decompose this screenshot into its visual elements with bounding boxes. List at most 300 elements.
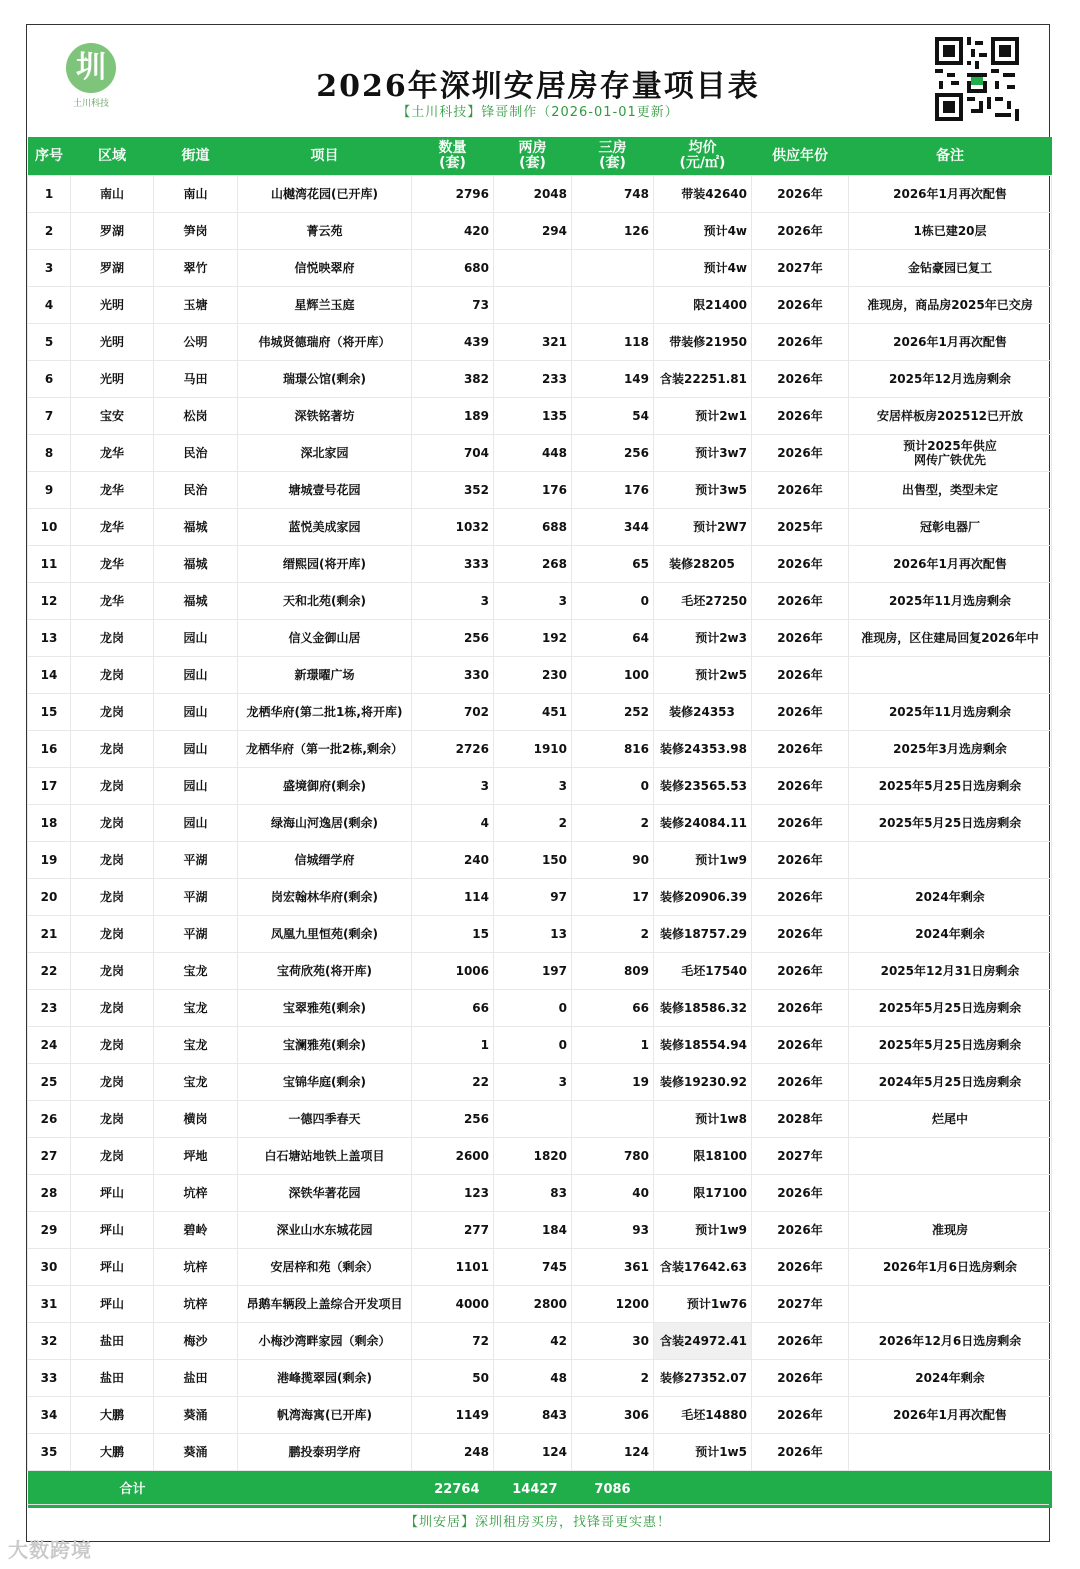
- cell-area: 龙华: [71, 583, 154, 620]
- cell-note: 预计2025年供应 网传广铁优先: [849, 435, 1052, 472]
- cell-area: 龙岗: [71, 620, 154, 657]
- cell-price: 预计4w: [654, 213, 752, 250]
- cell-note: 2026年1月再次配售: [849, 1397, 1052, 1434]
- table-row: [28, 620, 1052, 657]
- cell-price: 预计1w9: [654, 1212, 752, 1249]
- cell-three-bedroom: 93: [572, 1212, 654, 1249]
- cell-quantity: 420: [412, 213, 494, 250]
- cell-area: 盐田: [71, 1360, 154, 1397]
- cell-note: 2024年剩余: [849, 879, 1052, 916]
- cell-year: 2027年: [752, 250, 849, 287]
- cell-project: 菁云苑: [238, 213, 412, 250]
- cell-project: 盛境御府(剩余): [238, 768, 412, 805]
- cell-price: 限21400: [654, 287, 752, 324]
- cell-index: 7: [28, 398, 71, 435]
- cell-area: 罗湖: [71, 250, 154, 287]
- cell-two-bedroom: 843: [494, 1397, 572, 1434]
- totals-row: [28, 1471, 1052, 1509]
- cell-index: 19: [28, 842, 71, 879]
- cell-index: 4: [28, 287, 71, 324]
- cell-year: 2026年: [752, 546, 849, 583]
- table-row: [28, 1286, 1052, 1323]
- cell-year: 2026年: [752, 1360, 849, 1397]
- cell-area: 大鹏: [71, 1397, 154, 1434]
- cell-price: 带装修21950: [654, 324, 752, 361]
- cell-quantity: 1: [412, 1027, 494, 1064]
- cell-area: 坪山: [71, 1249, 154, 1286]
- cell-index: 14: [28, 657, 71, 694]
- cell-area: 大鹏: [71, 1434, 154, 1471]
- cell-two-bedroom: 1910: [494, 731, 572, 768]
- cell-quantity: 1101: [412, 1249, 494, 1286]
- cell-index: 27: [28, 1138, 71, 1175]
- totals-two-bedroom: 14427: [494, 1471, 572, 1509]
- cell-quantity: 680: [412, 250, 494, 287]
- cell-area: 龙岗: [71, 657, 154, 694]
- cell-three-bedroom: 1: [572, 1027, 654, 1064]
- cell-three-bedroom: 19: [572, 1064, 654, 1101]
- cell-note: 2025年12月31日房剩余: [849, 953, 1052, 990]
- cell-street: 翠竹: [154, 250, 238, 287]
- table-row: [28, 361, 1052, 398]
- cell-year: 2026年: [752, 879, 849, 916]
- cell-index: 2: [28, 213, 71, 250]
- table-row: [28, 213, 1052, 250]
- cell-note: [849, 842, 1052, 879]
- table-row: [28, 250, 1052, 287]
- cell-project: 塘城壹号花园: [238, 472, 412, 509]
- cell-note: 2025年12月选房剩余: [849, 361, 1052, 398]
- cell-project: 新璟曜广场: [238, 657, 412, 694]
- cell-quantity: 2796: [412, 176, 494, 213]
- cell-area: 龙岗: [71, 1101, 154, 1138]
- cell-area: 龙岗: [71, 1138, 154, 1175]
- cell-area: 龙华: [71, 435, 154, 472]
- cell-year: 2026年: [752, 361, 849, 398]
- cell-note: [849, 657, 1052, 694]
- cell-index: 20: [28, 879, 71, 916]
- cell-street: 福城: [154, 509, 238, 546]
- cell-two-bedroom: 184: [494, 1212, 572, 1249]
- cell-year: 2026年: [752, 176, 849, 213]
- cell-two-bedroom: 192: [494, 620, 572, 657]
- cell-quantity: 72: [412, 1323, 494, 1360]
- cell-two-bedroom: 2: [494, 805, 572, 842]
- cell-area: 龙岗: [71, 953, 154, 990]
- cell-three-bedroom: 40: [572, 1175, 654, 1212]
- table-row: [28, 176, 1052, 213]
- cell-street: 宝龙: [154, 1027, 238, 1064]
- cell-price: 预计1w8: [654, 1101, 752, 1138]
- cell-quantity: 189: [412, 398, 494, 435]
- cell-note: 2024年5月25日选房剩余: [849, 1064, 1052, 1101]
- cell-street: 园山: [154, 694, 238, 731]
- cell-project: 白石塘站地铁上盖项目: [238, 1138, 412, 1175]
- cell-three-bedroom: 54: [572, 398, 654, 435]
- cell-year: 2026年: [752, 805, 849, 842]
- cell-project: 星辉兰玉庭: [238, 287, 412, 324]
- cell-street: 坑梓: [154, 1286, 238, 1323]
- cell-two-bedroom: 451: [494, 694, 572, 731]
- cell-index: 13: [28, 620, 71, 657]
- cell-two-bedroom: 83: [494, 1175, 572, 1212]
- cell-two-bedroom: 230: [494, 657, 572, 694]
- cell-price: 预计3w7: [654, 435, 752, 472]
- cell-price: 毛坯17540: [654, 953, 752, 990]
- cell-three-bedroom: 17: [572, 879, 654, 916]
- cell-price: 装修24353: [654, 694, 752, 731]
- cell-note: [849, 1175, 1052, 1212]
- cell-index: 3: [28, 250, 71, 287]
- watermark: 大数跨境: [8, 1538, 92, 1562]
- cell-price: 预计2w5: [654, 657, 752, 694]
- table-header-row: [28, 137, 1052, 176]
- table-row: [28, 435, 1052, 472]
- cell-quantity: 2600: [412, 1138, 494, 1175]
- cell-price: 装修18757.29: [654, 916, 752, 953]
- cell-project: 深北家园: [238, 435, 412, 472]
- cell-area: 龙华: [71, 509, 154, 546]
- cell-area: 龙岗: [71, 1027, 154, 1064]
- cell-street: 民治: [154, 472, 238, 509]
- cell-project: 深铁铭著坊: [238, 398, 412, 435]
- cell-quantity: 50: [412, 1360, 494, 1397]
- cell-year: 2026年: [752, 916, 849, 953]
- cell-three-bedroom: 256: [572, 435, 654, 472]
- cell-three-bedroom: 124: [572, 1434, 654, 1471]
- table-row: [28, 1323, 1052, 1360]
- cell-street: 碧岭: [154, 1212, 238, 1249]
- column-header: 备注: [849, 137, 1052, 176]
- cell-quantity: 1032: [412, 509, 494, 546]
- cell-quantity: 702: [412, 694, 494, 731]
- cell-quantity: 1149: [412, 1397, 494, 1434]
- cell-index: 5: [28, 324, 71, 361]
- cell-index: 12: [28, 583, 71, 620]
- cell-two-bedroom: 448: [494, 435, 572, 472]
- cell-street: 南山: [154, 176, 238, 213]
- cell-index: 33: [28, 1360, 71, 1397]
- cell-two-bedroom: 2800: [494, 1286, 572, 1323]
- cell-quantity: 73: [412, 287, 494, 324]
- cell-project: 绿海山河逸居(剩余): [238, 805, 412, 842]
- cell-project: 帆湾海寓(已开库): [238, 1397, 412, 1434]
- cell-index: 23: [28, 990, 71, 1027]
- cell-street: 园山: [154, 805, 238, 842]
- header: [27, 25, 1049, 137]
- cell-three-bedroom: 118: [572, 324, 654, 361]
- cell-project: 龙栖华府（第一批2栋,剩余）: [238, 731, 412, 768]
- cell-area: 坪山: [71, 1286, 154, 1323]
- table-row: [28, 398, 1052, 435]
- cell-street: 葵涌: [154, 1397, 238, 1434]
- cell-area: 龙岗: [71, 916, 154, 953]
- cell-year: 2026年: [752, 1175, 849, 1212]
- cell-price: 限18100: [654, 1138, 752, 1175]
- logo-mark: 圳: [66, 43, 116, 93]
- cell-project: 龙栖华府(第二批1栋,将开库): [238, 694, 412, 731]
- cell-street: 园山: [154, 731, 238, 768]
- cell-price: 含装22251.81: [654, 361, 752, 398]
- table-row: [28, 953, 1052, 990]
- cell-two-bedroom: 233: [494, 361, 572, 398]
- cell-area: 龙华: [71, 546, 154, 583]
- cell-quantity: 240: [412, 842, 494, 879]
- document-frame: [26, 24, 1050, 1542]
- cell-note: 2025年5月25日选房剩余: [849, 768, 1052, 805]
- table-row: [28, 1212, 1052, 1249]
- table-row: [28, 768, 1052, 805]
- cell-project: 信城缙学府: [238, 842, 412, 879]
- cell-street: 福城: [154, 546, 238, 583]
- table-row: [28, 287, 1052, 324]
- qr-code-icon: [935, 37, 1019, 121]
- cell-index: 15: [28, 694, 71, 731]
- cell-note: 2026年1月再次配售: [849, 324, 1052, 361]
- cell-street: 园山: [154, 768, 238, 805]
- cell-three-bedroom: 306: [572, 1397, 654, 1434]
- cell-year: 2026年: [752, 1434, 849, 1471]
- cell-area: 罗湖: [71, 213, 154, 250]
- cell-street: 园山: [154, 620, 238, 657]
- cell-year: 2026年: [752, 731, 849, 768]
- cell-index: 9: [28, 472, 71, 509]
- cell-three-bedroom: 816: [572, 731, 654, 768]
- cell-project: 凤凰九里恒苑(剩余): [238, 916, 412, 953]
- cell-street: 公明: [154, 324, 238, 361]
- cell-street: 平湖: [154, 842, 238, 879]
- cell-index: 1: [28, 176, 71, 213]
- cell-two-bedroom: 0: [494, 990, 572, 1027]
- cell-project: 一德四季春天: [238, 1101, 412, 1138]
- totals-quantity: 22764: [412, 1471, 494, 1509]
- cell-price: 预计3w5: [654, 472, 752, 509]
- cell-quantity: 114: [412, 879, 494, 916]
- cell-two-bedroom: 688: [494, 509, 572, 546]
- cell-note: 2025年5月25日选房剩余: [849, 990, 1052, 1027]
- cell-three-bedroom: 64: [572, 620, 654, 657]
- page-subtitle: 【土川科技】锋哥制作（2026-01-01更新）: [397, 105, 679, 120]
- cell-quantity: 22: [412, 1064, 494, 1101]
- cell-area: 宝安: [71, 398, 154, 435]
- cell-project: 宝翠雅苑(剩余): [238, 990, 412, 1027]
- cell-two-bedroom: 1820: [494, 1138, 572, 1175]
- cell-year: 2026年: [752, 990, 849, 1027]
- housing-table: [27, 137, 1052, 1508]
- cell-three-bedroom: 90: [572, 842, 654, 879]
- cell-three-bedroom: 252: [572, 694, 654, 731]
- cell-three-bedroom: 176: [572, 472, 654, 509]
- cell-project: 深业山水东城花园: [238, 1212, 412, 1249]
- cell-area: 坪山: [71, 1212, 154, 1249]
- cell-note: 2025年3月选房剩余: [849, 731, 1052, 768]
- cell-area: 龙岗: [71, 805, 154, 842]
- cell-price: 预计1w76: [654, 1286, 752, 1323]
- cell-note: 准现房，区住建局回复2026年中: [849, 620, 1052, 657]
- cell-three-bedroom: 2: [572, 805, 654, 842]
- cell-quantity: 66: [412, 990, 494, 1027]
- cell-price: 装修27352.07: [654, 1360, 752, 1397]
- cell-year: 2026年: [752, 842, 849, 879]
- cell-year: 2028年: [752, 1101, 849, 1138]
- cell-note: 1栋已建20层: [849, 213, 1052, 250]
- cell-area: 龙华: [71, 472, 154, 509]
- table-row: [28, 1175, 1052, 1212]
- cell-two-bedroom: 13: [494, 916, 572, 953]
- column-header: 数量 (套): [412, 137, 494, 176]
- table-row: [28, 1027, 1052, 1064]
- cell-two-bedroom: [494, 287, 572, 324]
- cell-price: 装修24353.98: [654, 731, 752, 768]
- cell-quantity: 3: [412, 768, 494, 805]
- cell-street: 宝龙: [154, 953, 238, 990]
- cell-street: 平湖: [154, 916, 238, 953]
- cell-year: 2026年: [752, 657, 849, 694]
- cell-quantity: 123: [412, 1175, 494, 1212]
- cell-area: 龙岗: [71, 842, 154, 879]
- column-header: 街道: [154, 137, 238, 176]
- table-row: [28, 324, 1052, 361]
- cell-price: 装修19230.92: [654, 1064, 752, 1101]
- cell-two-bedroom: 3: [494, 1064, 572, 1101]
- cell-project: 宝荷欣苑(将开库): [238, 953, 412, 990]
- cell-street: 横岗: [154, 1101, 238, 1138]
- cell-two-bedroom: 2048: [494, 176, 572, 213]
- cell-two-bedroom: 745: [494, 1249, 572, 1286]
- cell-three-bedroom: 0: [572, 768, 654, 805]
- table-row: [28, 472, 1052, 509]
- cell-two-bedroom: 97: [494, 879, 572, 916]
- cell-year: 2026年: [752, 1397, 849, 1434]
- cell-project: 港峰揽翠园(剩余): [238, 1360, 412, 1397]
- cell-year: 2026年: [752, 324, 849, 361]
- cell-street: 坑梓: [154, 1249, 238, 1286]
- cell-year: 2026年: [752, 1249, 849, 1286]
- cell-index: 10: [28, 509, 71, 546]
- table-row: [28, 916, 1052, 953]
- cell-two-bedroom: 3: [494, 768, 572, 805]
- cell-note: 2025年11月选房剩余: [849, 583, 1052, 620]
- cell-project: 缙熙园(将开库): [238, 546, 412, 583]
- cell-index: 25: [28, 1064, 71, 1101]
- cell-street: 园山: [154, 657, 238, 694]
- cell-two-bedroom: 176: [494, 472, 572, 509]
- cell-two-bedroom: 150: [494, 842, 572, 879]
- table-row: [28, 546, 1052, 583]
- column-header: 均价 (元/㎡): [654, 137, 752, 176]
- cell-year: 2026年: [752, 768, 849, 805]
- cell-year: 2027年: [752, 1286, 849, 1323]
- cell-two-bedroom: 268: [494, 546, 572, 583]
- cell-three-bedroom: 361: [572, 1249, 654, 1286]
- cell-two-bedroom: 0: [494, 1027, 572, 1064]
- table-row: [28, 842, 1052, 879]
- cell-three-bedroom: [572, 287, 654, 324]
- cell-area: 龙岗: [71, 1064, 154, 1101]
- column-header: 两房 (套): [494, 137, 572, 176]
- cell-three-bedroom: 748: [572, 176, 654, 213]
- cell-year: 2026年: [752, 435, 849, 472]
- cell-year: 2026年: [752, 583, 849, 620]
- cell-index: 31: [28, 1286, 71, 1323]
- cell-price: 毛坯14880: [654, 1397, 752, 1434]
- cell-note: 2025年11月选房剩余: [849, 694, 1052, 731]
- cell-year: 2026年: [752, 620, 849, 657]
- cell-price: 装修28205: [654, 546, 752, 583]
- cell-quantity: 1006: [412, 953, 494, 990]
- cell-quantity: 248: [412, 1434, 494, 1471]
- cell-index: 16: [28, 731, 71, 768]
- cell-three-bedroom: 2: [572, 916, 654, 953]
- cell-note: 准现房: [849, 1212, 1052, 1249]
- cell-two-bedroom: 294: [494, 213, 572, 250]
- footer-slogan: 【圳安居】深圳租房买房，找锋哥更实惠！: [27, 1504, 1049, 1541]
- cell-three-bedroom: 344: [572, 509, 654, 546]
- table-row: [28, 1434, 1052, 1471]
- cell-quantity: 4: [412, 805, 494, 842]
- cell-three-bedroom: 100: [572, 657, 654, 694]
- cell-three-bedroom: 809: [572, 953, 654, 990]
- cell-area: 光明: [71, 324, 154, 361]
- cell-price: 装修18554.94: [654, 1027, 752, 1064]
- column-header: 项目: [238, 137, 412, 176]
- cell-price: 含装17642.63: [654, 1249, 752, 1286]
- cell-three-bedroom: 30: [572, 1323, 654, 1360]
- cell-index: 21: [28, 916, 71, 953]
- page-title: 2026年深圳安居房存量项目表: [316, 69, 760, 104]
- table-row: [28, 694, 1052, 731]
- cell-year: 2026年: [752, 953, 849, 990]
- cell-note: 2026年12月6日选房剩余: [849, 1323, 1052, 1360]
- cell-price: 装修20906.39: [654, 879, 752, 916]
- cell-project: 信义金御山居: [238, 620, 412, 657]
- column-header: 三房 (套): [572, 137, 654, 176]
- cell-area: 光明: [71, 361, 154, 398]
- cell-note: 烂尾中: [849, 1101, 1052, 1138]
- cell-three-bedroom: 126: [572, 213, 654, 250]
- table-row: [28, 583, 1052, 620]
- cell-note: [849, 1138, 1052, 1175]
- totals-three-bedroom: 7086: [572, 1471, 654, 1509]
- cell-street: 福城: [154, 583, 238, 620]
- cell-quantity: 3: [412, 583, 494, 620]
- cell-note: 金钻豪园已复工: [849, 250, 1052, 287]
- table-row: [28, 805, 1052, 842]
- cell-two-bedroom: 3: [494, 583, 572, 620]
- cell-price: 含装24972.41: [654, 1323, 752, 1360]
- cell-area: 盐田: [71, 1323, 154, 1360]
- cell-note: 冠彰电器厂: [849, 509, 1052, 546]
- cell-year: 2026年: [752, 213, 849, 250]
- cell-price: 装修18586.32: [654, 990, 752, 1027]
- cell-index: 22: [28, 953, 71, 990]
- cell-street: 平湖: [154, 879, 238, 916]
- cell-three-bedroom: 1200: [572, 1286, 654, 1323]
- cell-street: 梅沙: [154, 1323, 238, 1360]
- cell-project: 深铁华著花园: [238, 1175, 412, 1212]
- cell-index: 28: [28, 1175, 71, 1212]
- cell-quantity: 2726: [412, 731, 494, 768]
- cell-three-bedroom: 65: [572, 546, 654, 583]
- cell-two-bedroom: 124: [494, 1434, 572, 1471]
- cell-index: 24: [28, 1027, 71, 1064]
- cell-index: 32: [28, 1323, 71, 1360]
- cell-quantity: 256: [412, 1101, 494, 1138]
- cell-street: 盐田: [154, 1360, 238, 1397]
- cell-index: 34: [28, 1397, 71, 1434]
- table-row: [28, 879, 1052, 916]
- cell-street: 坑梓: [154, 1175, 238, 1212]
